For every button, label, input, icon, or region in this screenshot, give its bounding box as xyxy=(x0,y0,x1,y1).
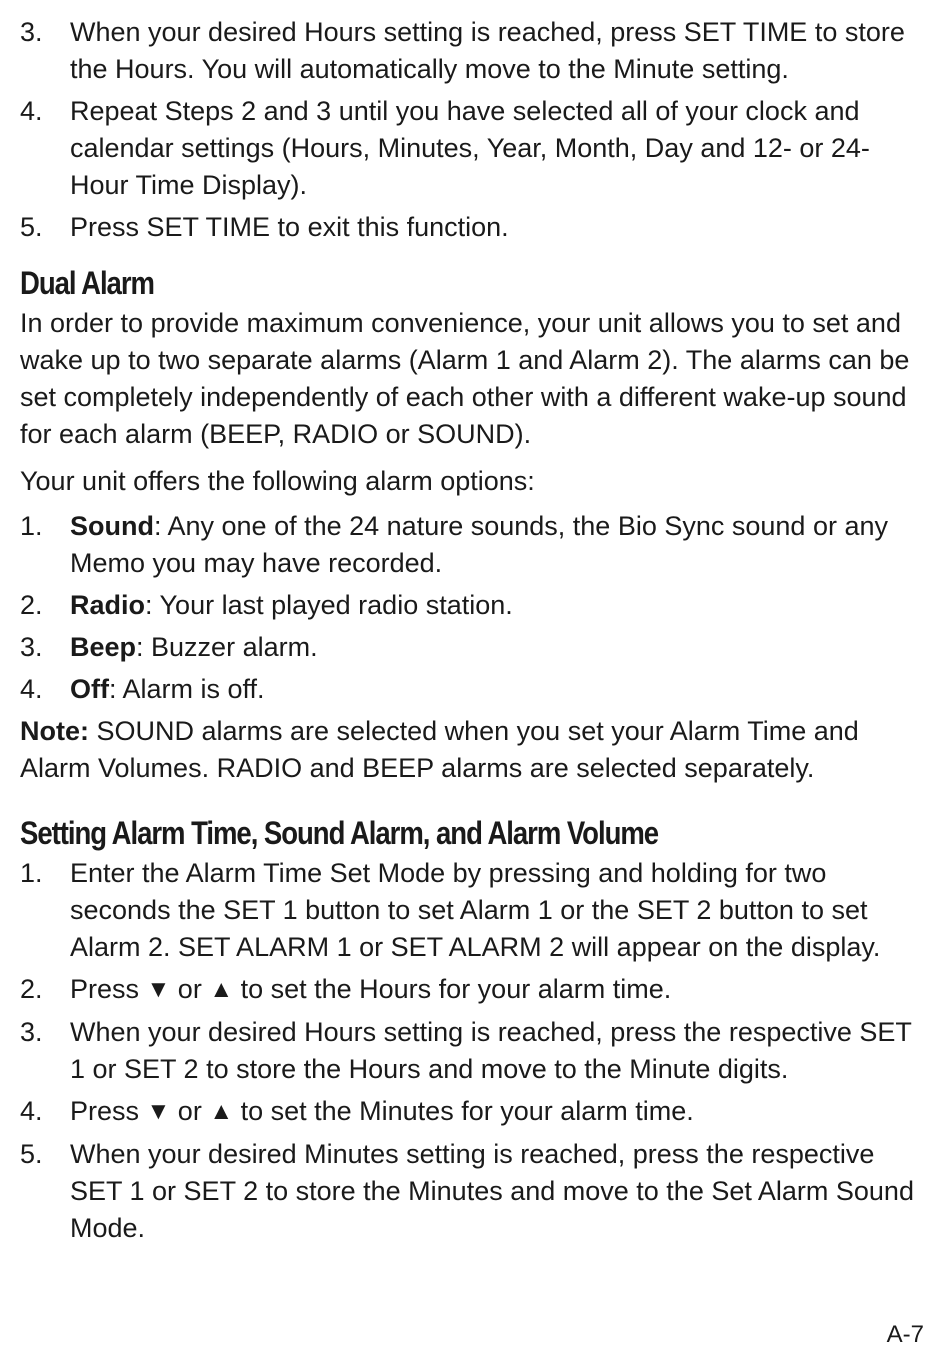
step-number: 4. xyxy=(20,1096,43,1126)
step-text: When your desired Hours setting is reached, press the respective SET 1 or SET 2 to store the Hours and move to the Minute digits. xyxy=(70,1017,912,1084)
step-text xyxy=(70,971,924,1009)
list-item xyxy=(20,1136,924,1247)
step-number: 2. xyxy=(20,974,43,1004)
list-item xyxy=(20,671,924,708)
step-number: 1. xyxy=(20,858,43,888)
option-text xyxy=(70,508,924,582)
option-term: Off xyxy=(70,674,109,704)
step-number: 5. xyxy=(20,212,43,242)
option-description: : Buzzer alarm. xyxy=(136,632,318,662)
option-text xyxy=(70,629,924,666)
list-item xyxy=(20,14,924,88)
option-number: 2. xyxy=(20,590,43,620)
up-arrow-icon: ▲ xyxy=(209,1098,234,1125)
option-description: : Your last played radio station. xyxy=(145,590,513,620)
option-term: Beep xyxy=(70,632,137,662)
dual-alarm-intro: In order to provide maximum convenience, your unit allows you to set and wake up to two separate alarms (Alarm 1 and Alarm 2). The alarms can be set completely independently of each other with a different wake-up sound for each alarm (BEEP, RADIO or SOUND). xyxy=(20,308,910,449)
step-text-pre: Press xyxy=(70,1096,147,1126)
setting-alarm-heading: Setting Alarm Time, Sound Alarm, and Alarm Volume xyxy=(20,815,659,851)
step-text-mid: or xyxy=(170,1096,210,1126)
option-text xyxy=(70,671,924,708)
list-item xyxy=(20,1014,924,1088)
step-text: When your desired Hours setting is reached, press SET TIME to store the Hours. You will automatically move to the Minute setting. xyxy=(70,17,905,84)
alarm-options-list xyxy=(20,508,924,708)
page-number: A-7 xyxy=(886,1321,924,1348)
step-text: Enter the Alarm Time Set Mode by pressing and holding for two seconds the SET 1 button to set Alarm 1 or the SET 2 button to set Alarm 2. SET ALARM 1 or SET ALARM 2 will appear on the display. xyxy=(70,858,881,962)
step-text: Repeat Steps 2 and 3 until you have selected all of your clock and calendar settings (Hours, Minutes, Year, Month, Day and 12- or 24-Hour Time Display). xyxy=(70,96,870,200)
alarm-options-intro: Your unit offers the following alarm options: xyxy=(20,466,535,496)
step-text: When your desired Minutes setting is reached, press the respective SET 1 or SET 2 to store the Minutes and move to the Set Alarm Sound Mode. xyxy=(70,1139,914,1243)
step-number: 3. xyxy=(20,17,43,47)
step-text-pre: Press xyxy=(70,974,147,1004)
list-item xyxy=(20,93,924,204)
down-arrow-icon: ▼ xyxy=(146,1098,171,1125)
list-item xyxy=(20,971,924,1009)
option-description: : Any one of the 24 nature sounds, the Bio Sync sound or any Memo you may have recorded. xyxy=(70,511,888,578)
note-text: SOUND alarms are selected when you set your Alarm Time and Alarm Volumes. RADIO and BEEP alarms are selected separately. xyxy=(20,716,859,783)
option-number: 1. xyxy=(20,511,43,541)
down-arrow-icon: ▼ xyxy=(146,976,171,1003)
step-text-mid: or xyxy=(170,974,210,1004)
list-item xyxy=(20,508,924,582)
list-item xyxy=(20,629,924,666)
note-label: Note: xyxy=(20,716,89,746)
clock-setting-steps xyxy=(20,14,924,246)
step-text: Press SET TIME to exit this function. xyxy=(70,212,509,242)
option-number: 4. xyxy=(20,674,43,704)
option-text xyxy=(70,587,924,624)
step-number: 4. xyxy=(20,96,43,126)
up-arrow-icon: ▲ xyxy=(209,976,234,1003)
alarm-note xyxy=(20,713,924,787)
step-text-post: to set the Hours for your alarm time. xyxy=(233,974,672,1004)
list-item xyxy=(20,1093,924,1131)
setting-alarm-steps xyxy=(20,855,924,1247)
option-description: : Alarm is off. xyxy=(108,674,265,704)
list-item xyxy=(20,209,924,246)
option-term: Sound xyxy=(70,511,154,541)
step-text-post: to set the Minutes for your alarm time. xyxy=(233,1096,694,1126)
step-text xyxy=(70,1093,924,1131)
option-number: 3. xyxy=(20,632,43,662)
step-number: 3. xyxy=(20,1017,43,1047)
list-item xyxy=(20,587,924,624)
dual-alarm-heading: Dual Alarm xyxy=(20,265,154,301)
option-term: Radio xyxy=(70,590,146,620)
list-item xyxy=(20,855,924,966)
manual-page xyxy=(20,14,924,1252)
step-number: 5. xyxy=(20,1139,43,1169)
